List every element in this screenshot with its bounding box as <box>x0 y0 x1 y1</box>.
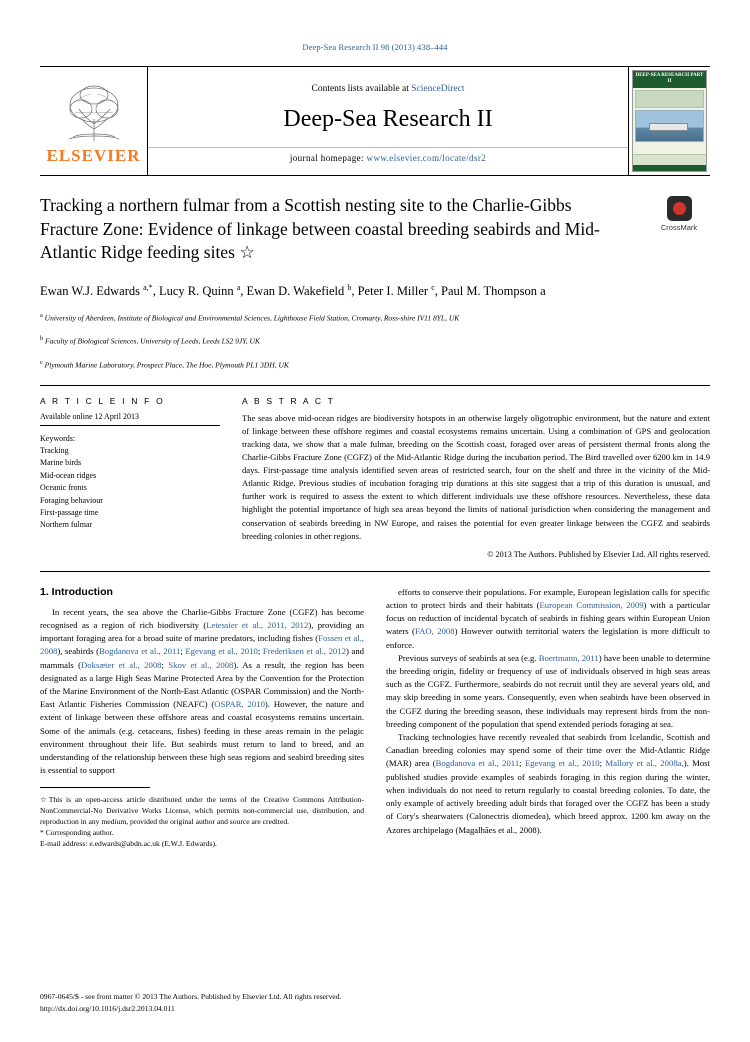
section-heading-introduction: 1. Introduction <box>40 585 113 598</box>
affiliation-a: $^a$ University of Aberdeen, Institute of Biological and Environmental Sciences, Lighthouse Field Station, Cromarty, Ross-shire IV11 8YL, UK <box>40 311 460 323</box>
article-history: Available online 12 April 2013 <box>40 412 220 426</box>
cover-title: DEEP-SEA RESEARCH PART II <box>633 71 706 88</box>
paragraph: efforts to conserve their populations. For example, European legislation calls for specific action to protect birds and their habitats (European Commission, 2009) with a particular focus on reduction of incidental bycatch of seabirds in fishing gears within European Union waters (FAO, 2008) However outwith territorial waters the legislation is more difficult to enforce. <box>386 586 711 650</box>
body-column-left <box>40 586 364 850</box>
cover-body <box>633 88 706 155</box>
title-block <box>40 194 710 265</box>
homepage-url[interactable]: www.elsevier.com/locate/dsr2 <box>366 152 487 163</box>
affiliation-b: $^b$ Faculty of Biological Sciences, University of Leeds, Leeds LS2 9JY, UK <box>40 335 260 346</box>
keyword-list <box>40 445 220 532</box>
info-divider <box>40 385 710 386</box>
footnote-email: E-mail address: e.edwards@abdn.ac.uk (E.W.J. Edwards). <box>40 839 217 849</box>
journal-cover <box>628 67 710 175</box>
paragraph: Previous surveys of seabirds at sea (e.g. Boertmann, 2011) have been unable to determine the breeding origin, fidelity or frequency of use of individuals observed in high seas areas such as the CGFZ. Furthermore, seabirds do not recruit until they are several years old, and may skip breeding in some years. Consequently, even when seabirds have been observed in the CGFZ during the breeding season, these individuals may represent birds from the non-breeding component of the population that spend extended periods foraging at sea. <box>386 652 711 729</box>
article-page <box>0 42 750 1042</box>
page-title: Tracking a northern fulmar from a Scottish nesting site to the Charlie-Gibbs Fracture Zone: Evidence of linkage between coastal breeding seabirds and Mid-Atlantic Ridge feeding sites ☆ <box>40 195 600 263</box>
crossmark-label: CrossMark <box>660 223 698 232</box>
keyword-item: Oceanic fronts <box>40 483 87 493</box>
journal-title: Deep-Sea Research II <box>283 105 493 132</box>
info-abstract-row <box>40 396 710 559</box>
masthead-center <box>148 67 628 175</box>
cover-photo <box>635 110 704 142</box>
journal-masthead <box>40 66 710 176</box>
crossmark-icon <box>667 196 692 221</box>
keyword-item: Foraging behaviour <box>40 495 103 505</box>
footnote-corresponding: * Corresponding author. <box>40 828 114 838</box>
keyword-item: Mid-ocean ridges <box>40 470 97 480</box>
contents-prefix: Contents lists available at <box>311 83 412 94</box>
doi-link[interactable]: http://dx.doi.org/10.1016/j.dsr2.2013.04.011 <box>40 1003 175 1013</box>
footnote-separator <box>40 787 150 788</box>
journal-homepage <box>148 147 628 163</box>
abstract-heading: A B S T R A C T <box>242 396 336 406</box>
keyword-item: First-passage time <box>40 507 99 517</box>
paragraph: Tracking technologies have recently revealed that seabirds from Icelandic, Scottish and Canadian breeding colonies may spend some of their time over the Mid-Atlantic Ridge (MAR) area (Bogdanova et al., 2011; Egevang et al., 2010; Mallory et al., 2008a,). Most published studies provide examples of seabirds foraging in this region during the winter, when individuals do not need to return regularly to coastal breeding colonies. To date, the only example of actively breeding adult birds that foraged over the CGFZ has been a study of Cory's shearwaters (Calonectris diomedea), which breed approx. 1200 km away on the Azores archipelago (Magalhães et al., 2008). <box>386 732 710 835</box>
running-head: Deep-Sea Research II 98 (2013) 438–444 <box>302 42 448 52</box>
author-list: Ewan W.J. Edwards $^{a,*}$, Lucy R. Quinn $^a$, Ewan D. Wakefield $^b$, Peter I. Miller $^c$, Paul M. Thompson a <box>40 282 546 298</box>
footnote-open-access: ☆This is an open-access article distributed under the terms of the Creative Commons Attribution-NonCommercial-No Derivative Works License, which permits non-commercial use, distribution, and reproduction in any medium, provided the original author and source are credited. <box>40 795 364 827</box>
elsevier-tree-icon <box>55 79 133 145</box>
abstract-copyright: © 2013 The Authors. Published by Elsevier Ltd. All rights reserved. <box>487 549 710 559</box>
issn-copyright-line: 0967-0645/$ - see front matter © 2013 The Authors. Published by Elsevier Ltd. All rights reserved. <box>40 992 342 1002</box>
keyword-item: Northern fulmar <box>40 520 93 530</box>
publisher-logo <box>40 67 148 175</box>
crossmark-badge[interactable] <box>648 196 710 232</box>
cover-bottom-band <box>633 154 706 165</box>
contents-line <box>311 84 464 94</box>
cover-strip <box>635 90 704 108</box>
elsevier-wordmark: ELSEVIER <box>46 145 141 165</box>
keywords-heading: Keywords: <box>40 434 76 443</box>
cover-thumbnail <box>632 70 707 172</box>
paragraph: In recent years, the sea above the Charlie-Gibbs Fracture Zone (CGFZ) has become recognised as a region of rich biodiversity (Letessier et al., 2011, 2012), providing an important foraging area for a broad suite of marine predators, including fishes (Fossen et al., 2008), seabirds (Bogdanova et al., 2011; Egevang et al., 2010; Frederiksen et al., 2012) and mammals (Doksæter et al., 2008; Skov et al., 2008). As a result, the region has been designated as a large High Seas Marine Protected Area by the Convention for the Protection of the Marine Environment of the North-East Atlantic (OSPAR Commission) and the North-East Atlantic Fisheries Commission (NEAFC) (OSPAR, 2010). However, the nature and extent of linkage between these offshore areas and coastal ecosystems remains uncertain. Some of the animals (e.g. cetaceans, fishes) feeding in these areas remain in the pelagic environment throughout their life. But seabirds must return to land to breed, and an understanding of the relationship between these high seas regions and seabird breeding sites is essential to support <box>40 606 365 776</box>
article-info-heading: A R T I C L E I N F O <box>40 396 165 406</box>
article-info-column <box>40 396 220 559</box>
abstract-column <box>242 396 710 559</box>
body-column-right <box>386 586 710 850</box>
cover-foot-band <box>633 165 706 171</box>
homepage-prefix: journal homepage: <box>289 152 367 163</box>
abstract-text: The seas above mid-ocean ridges are biodiversity hotspots in an otherwise largely oligotrophic environment, but the nature and extent of linkage between these offshore regimes and coastal ecosystems remains uncertain. Using a combination of GPS and geolocation tracking data, we show that a male fulmar, breeding on the Scottish coast, foraged over areas of persistent thermal fronts along the Charlie-Gibbs Fracture Zone (CGFZ) of the Mid-Atlantic Ridge during the incubation period. The Bird travelled over 6200 km in 14.9 days. First-passage time analysis identified seven areas of restricted search, four on the shelf and three in the vicinity of the Mid-Atlantic Ridge. Previous studies of incubation foraging trip durations at this site suggest that a trip of this duration is unusual, and further work is required to assess the extent to which different individuals use these offshore resources. Nevertheless, these data highlight the potential importance of high sea areas beyond the limits of national jurisdiction when considering the management and conservation of seabirds breeding in NW Europe, and raises the potential for even greater linkage between the CGFZ and seabirds breeding colonies in other regions. <box>242 413 710 541</box>
body-columns <box>40 586 710 850</box>
keyword-item: Tracking <box>40 446 69 455</box>
affiliation-c: $^c$ Plymouth Marine Laboratory, Prospect Place, The Hoe, Plymouth PL1 3DH, UK <box>40 358 289 370</box>
sciencedirect-link[interactable]: ScienceDirect <box>411 83 465 94</box>
keyword-item: Marine birds <box>40 458 82 468</box>
abstract-divider <box>40 571 710 572</box>
page-footer <box>40 991 364 1014</box>
